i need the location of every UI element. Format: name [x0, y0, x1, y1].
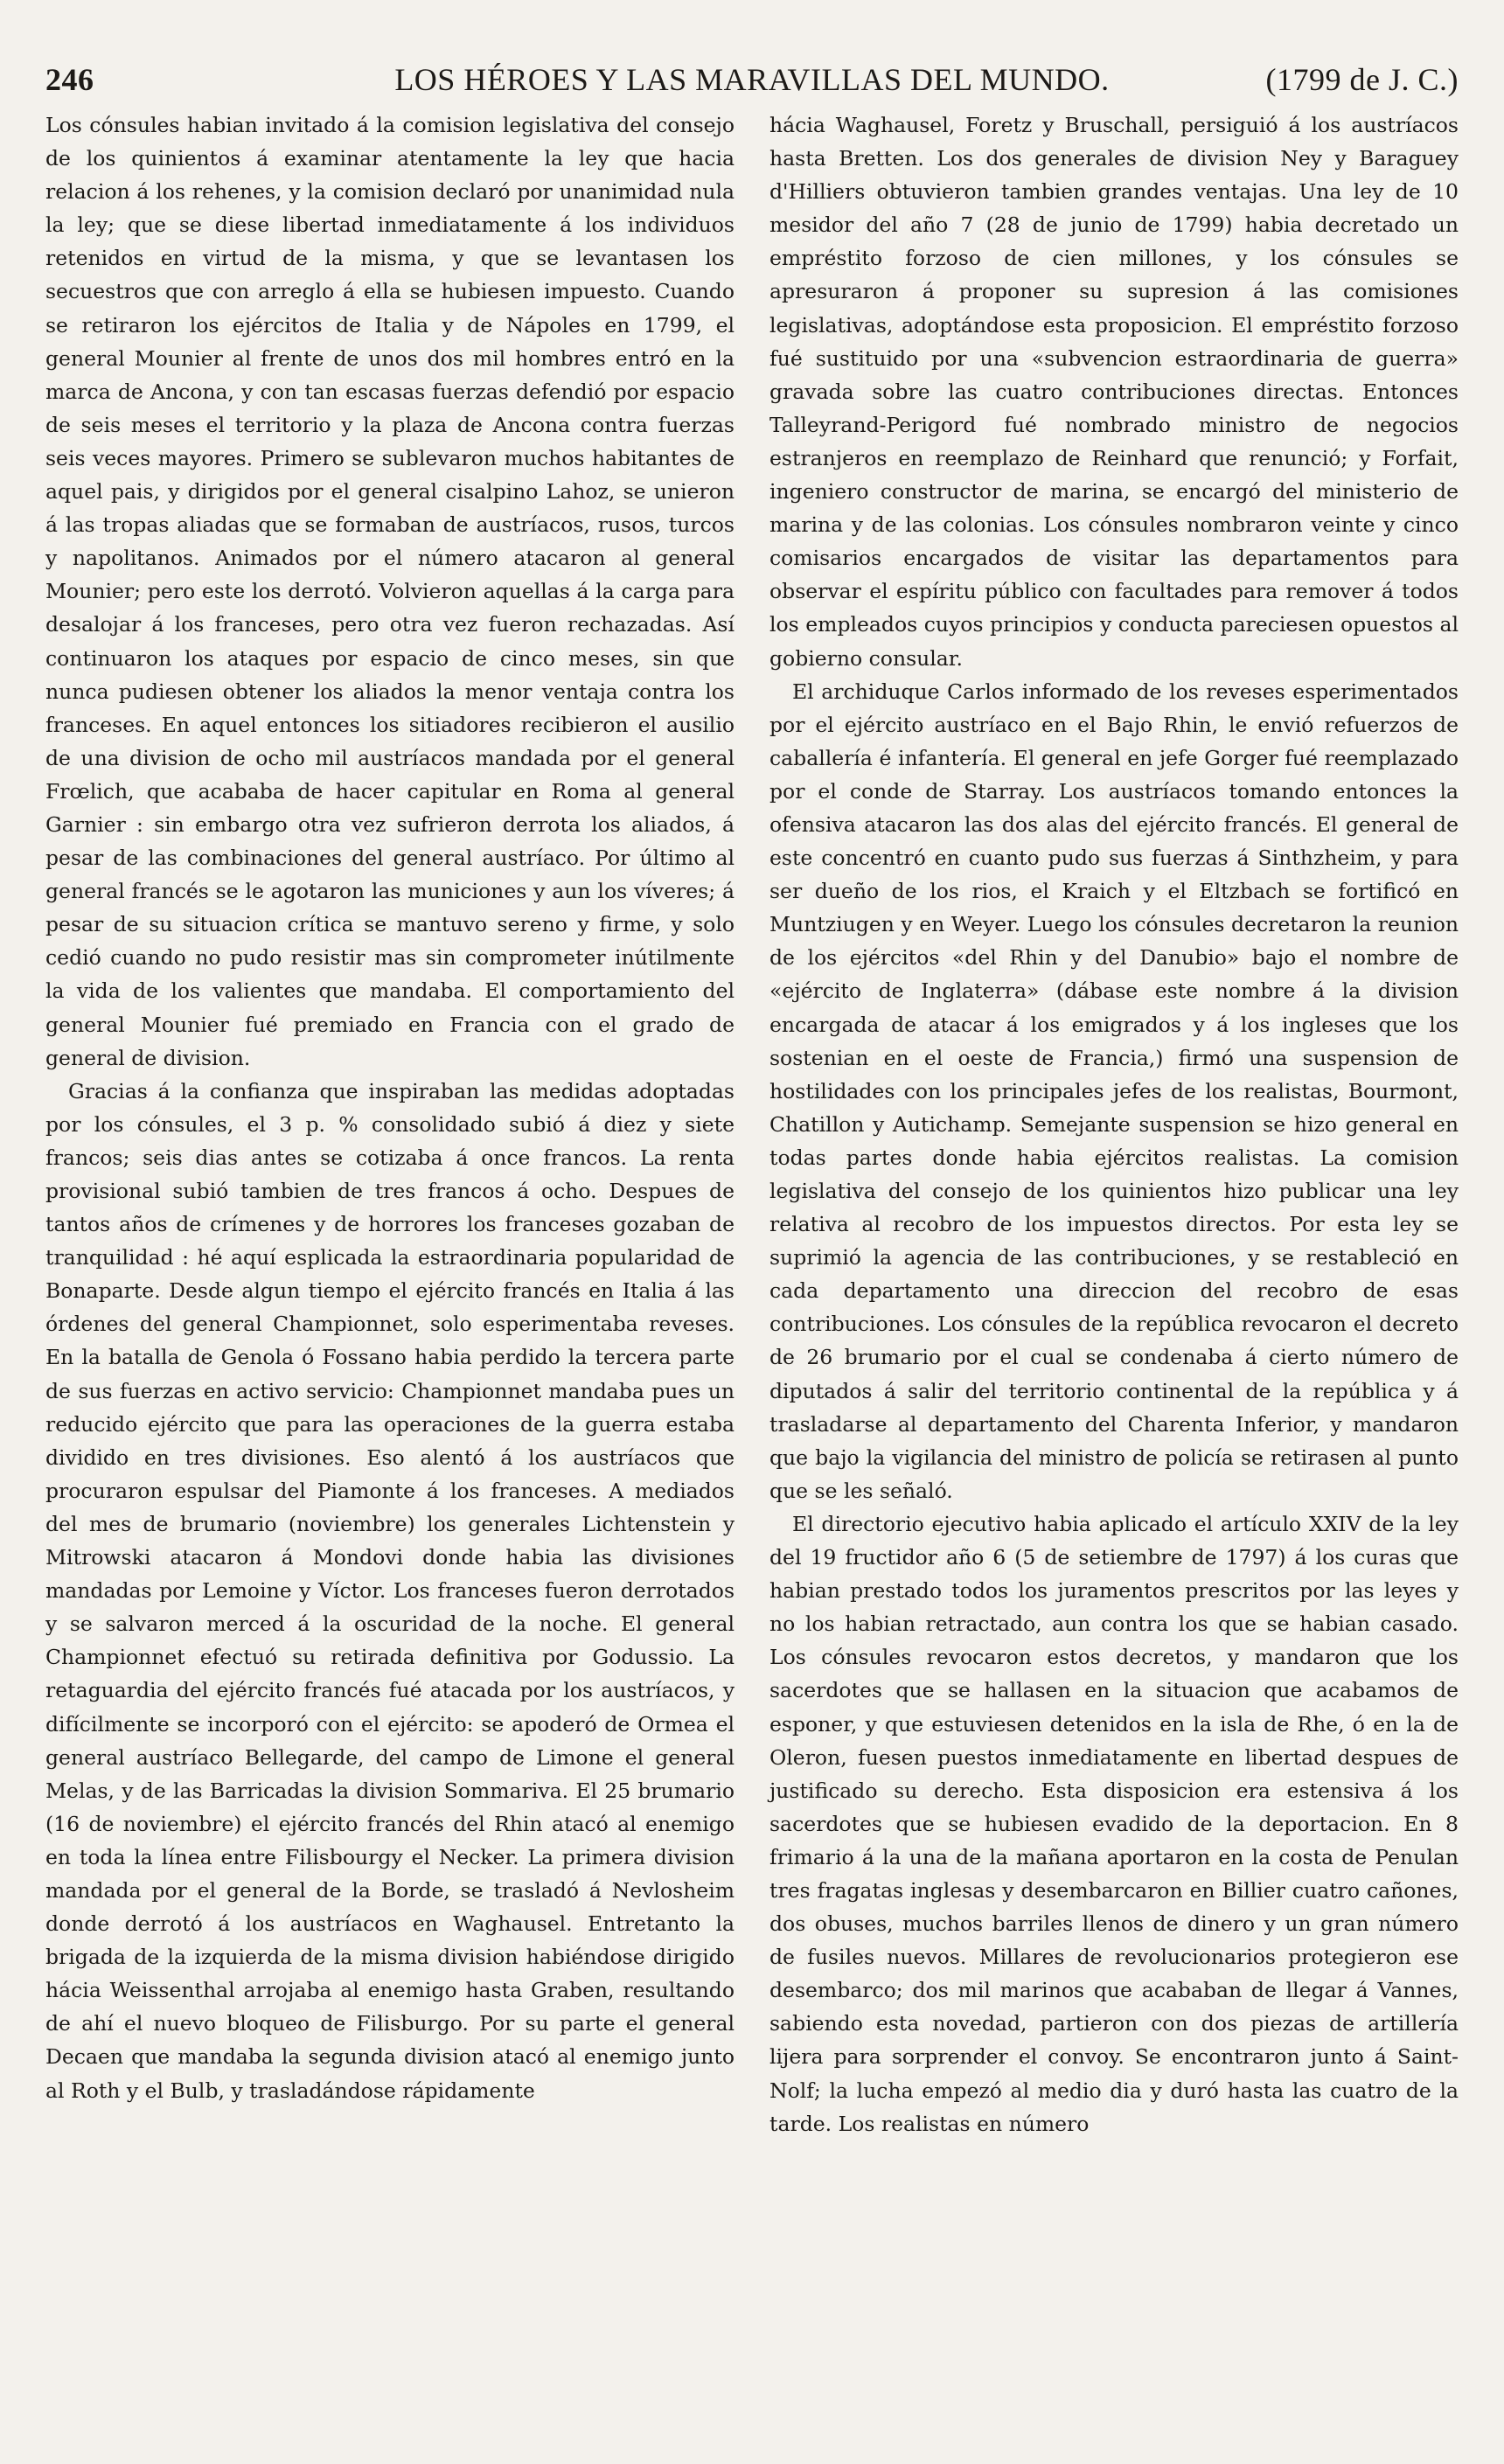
running-title: LOS HÉROES Y LAS MARAVILLAS DEL MUNDO.	[394, 62, 1110, 97]
paragraph: hácia Waghausel, Foretz y Bruschall, persiguió á los austríacos hasta Bretten. Los dos generales de division Ney y Baraguey d'Hilliers obtuvieron tambien grandes ventajas. Una ley de 10 mesidor del año 7 (28 de junio de 1799) habia decretado un empréstito forzoso de cien millones, y los cónsules se apresuraron á proponer su supresion á las comisiones legislativas, adoptándose esta proposicion. El empréstito forzoso fué sustituido por una «subvencion estraordinaria de guerra» gravada sobre las cuatro contribuciones directas. Entonces Talleyrand-Perigord fué nombrado ministro de negocios estranjeros en reemplazo de Reinhard que renunció; y Forfait, ingeniero constructor de marina, se encargó del ministerio de marina y de las colonias. Los cónsules nombraron veinte y cinco comisarios encargados de visitar las departamentos para observar el espíritu público con facultades para remover á todos los empleados cuyos principios y conducta pareciesen opuestos al gobierno consular.	[769, 113, 1459, 671]
paragraph: El archiduque Carlos informado de los reveses esperimentados por el ejército austríaco en el Bajo Rhin, le envió refuerzos de caballería é infantería. El general en jefe Gorger fué reemplazado por el conde de Starray. Los austríacos tomando entonces la ofensiva atacaron las dos alas del ejército francés. El general de este concentró en cuanto pudo sus fuerzas á Sinthzheim, y para ser dueño de los rios, el Kraich y el Eltzbach se fortificó en Muntziugen y en Weyer. Luego los cónsules decretaron la reunion de los ejércitos «del Rhin y del Danubio» bajo el nombre de «ejército de Inglaterra» (dábase este nombre á la division encargada de atacar á los emigrados y á los ingleses que los sostenian en el oeste de Francia,) firmó una suspension de hostilidades con los principales jefes de los realistas, Bourmont, Chatillon y Autichamp. Semejante suspension se hizo general en todas partes donde habia ejércitos realistas. La comision legislativa del consejo de los quinientos hizo publicar una ley relativa al recobro de los impuestos directos. Por esta ley se suprimió la agencia de las contribuciones, y se restableció en cada departamento una direccion del recobro de esas contribuciones. Los cónsules de la república revocaron el decreto de 26 brumario por el cual se condenaba á cierto número de diputados á salir del territorio continental de la república y á trasladarse al departamento del Charenta Inferior, y mandaron que bajo la vigilancia del ministro de policía se retirasen al punto que se les señaló.	[769, 679, 1459, 1503]
paragraph: Gracias á la confianza que inspiraban las medidas adoptadas por los cónsules, el 3 p. % consolidado subió á diez y siete francos; seis dias antes se cotizaba á once francos. La renta provisional subió tambien de tres francos á ocho. Despues de tantos años de crímenes y de horrores los franceses gozaban de tranquilidad : hé aquí esplicada la estraordinaria popularidad de Bonaparte. Desde algun tiempo el ejército francés en Italia á las órdenes del general Championnet, solo esperimentaba reveses. En la batalla de Genola ó Fossano habia perdido la tercera parte de sus fuerzas en activo servicio: Championnet mandaba pues un reducido ejército que para las operaciones de la guerra estaba dividido en tres divisiones. Eso alentó á los austríacos que procuraron espulsar del Piamonte á los franceses. A mediados del mes de brumario (noviembre) los generales Lichtenstein y Mitrowski atacaron á Mondovi donde habia las divisiones mandadas por Lemoine y Víctor. Los franceses fueron derrotados y se salvaron merced á la oscuridad de la noche. El general Championnet efectuó su retirada definitiva por Godussio. La retaguardia del ejército francés fué atacada por los austríacos, y difícilmente se incorporó con el ejército: se apoderó de Ormea el general austríaco Bellegarde, del campo de Limone el general Melas, y de las Barricadas la division Sommariva. El 25 brumario (16 de noviembre) el ejército francés del Rhin atacó al enemigo en toda la línea entre Filisbourgy el Necker. La primera division mandada por el general de la Borde, se trasladó á Nevlosheim donde derrotó á los austríacos en Waghausel. Entretanto la brigada de la izquierda de la misma division habiéndose dirigido hácia Weissenthal arrojaba al enemigo hasta Graben, resultando de ahí el nuevo bloqueo de Filisburgo. Por su parte el general Decaen que mandaba la segunda division atacó al enemigo junto al Roth y el Bulb, y trasladándose rápidamente	[45, 1078, 735, 2103]
text-columns	[45, 108, 1459, 2426]
page-number: 246	[45, 62, 94, 97]
right-column	[769, 108, 1459, 2426]
header-year: (1799 de J. C.)	[1265, 62, 1459, 97]
paragraph: El directorio ejecutivo habia aplicado el artículo XXIV de la ley del 19 fructidor año 6 (5 de setiembre de 1797) á los curas que habian prestado todos los juramentos prescritos por las leyes y no los habian retractado, aun contra los que se habian casado. Los cónsules revocaron estos decretos, y mandaron que los sacerdotes que se hallasen en la situacion que acabamos de esponer, y que estuviesen detenidos en la isla de Rhe, ó en la de Oleron, fuesen puestos inmediatamente en libertad despues de justificado su derecho. Esta disposicion era estensiva á los sacerdotes que se hubiesen evadido de la deportacion. En 8 frimario á la una de la mañana aportaron en la costa de Penulan tres fragatas inglesas y desembarcaron en Billier cuatro cañones, dos obuses, muchos barriles llenos de dinero y un gran número de fusiles nuevos. Millares de revolucionarios protegieron ese desembarco; dos mil marinos que acababan de llegar á Vannes, sabiendo esta novedad, partieron con dos piezas de artillería lijera para sorprender el convoy. Se encontraron junto á Saint-Nolf; la lucha empezó al medio dia y duró hasta las cuatro de la tarde. Los realistas en número	[769, 1511, 1459, 2136]
page-header	[45, 54, 1459, 107]
paragraph: Los cónsules habian invitado á la comision legislativa del consejo de los quinientos á examinar atentamente la ley que hacia relacion á los rehenes, y la comision declaró por unanimidad nula la ley; que se diese libertad inmediatamente á los individuos retenidos en virtud de la misma, y que se levantasen los secuestros que con arreglo á ella se hubiesen impuesto. Cuando se retiraron los ejércitos de Italia y de Nápoles en 1799, el general Mounier al frente de unos dos mil hombres entró en la marca de Ancona, y con tan escasas fuerzas defendió por espacio de seis meses el territorio y la plaza de Ancona contra fuerzas seis veces mayores. Primero se sublevaron muchos habitantes de aquel pais, y dirigidos por el general cisalpino Lahoz, se unieron á las tropas aliadas que se formaban de austríacos, rusos, turcos y napolitanos. Animados por el número atacaron al general Mounier; pero este los derrotó. Volvieron aquellas á la carga para desalojar á los franceses, pero otra vez fueron rechazadas. Así continuaron los ataques por espacio de cinco meses, sin que nunca pudiesen obtener los aliados la menor ventaja contra los franceses. En aquel entonces los sitiadores recibieron el ausilio de una division de ocho mil austríacos mandada por el general Frœlich, que acababa de hacer capitular en Roma al general Garnier : sin embargo otra vez sufrieron derrota los aliados, á pesar de las combinaciones del general austríaco. Por último al general francés se le agotaron las municiones y aun los víveres; á pesar de su situacion crítica se mantuvo sereno y firme, y solo cedió cuando no pudo resistir mas sin comprometer inútilmente la vida de los valientes que mandaba. El comportamiento del general Mounier fué premiado en Francia con el grado de general de division.	[45, 113, 735, 1070]
left-column	[45, 108, 735, 2426]
